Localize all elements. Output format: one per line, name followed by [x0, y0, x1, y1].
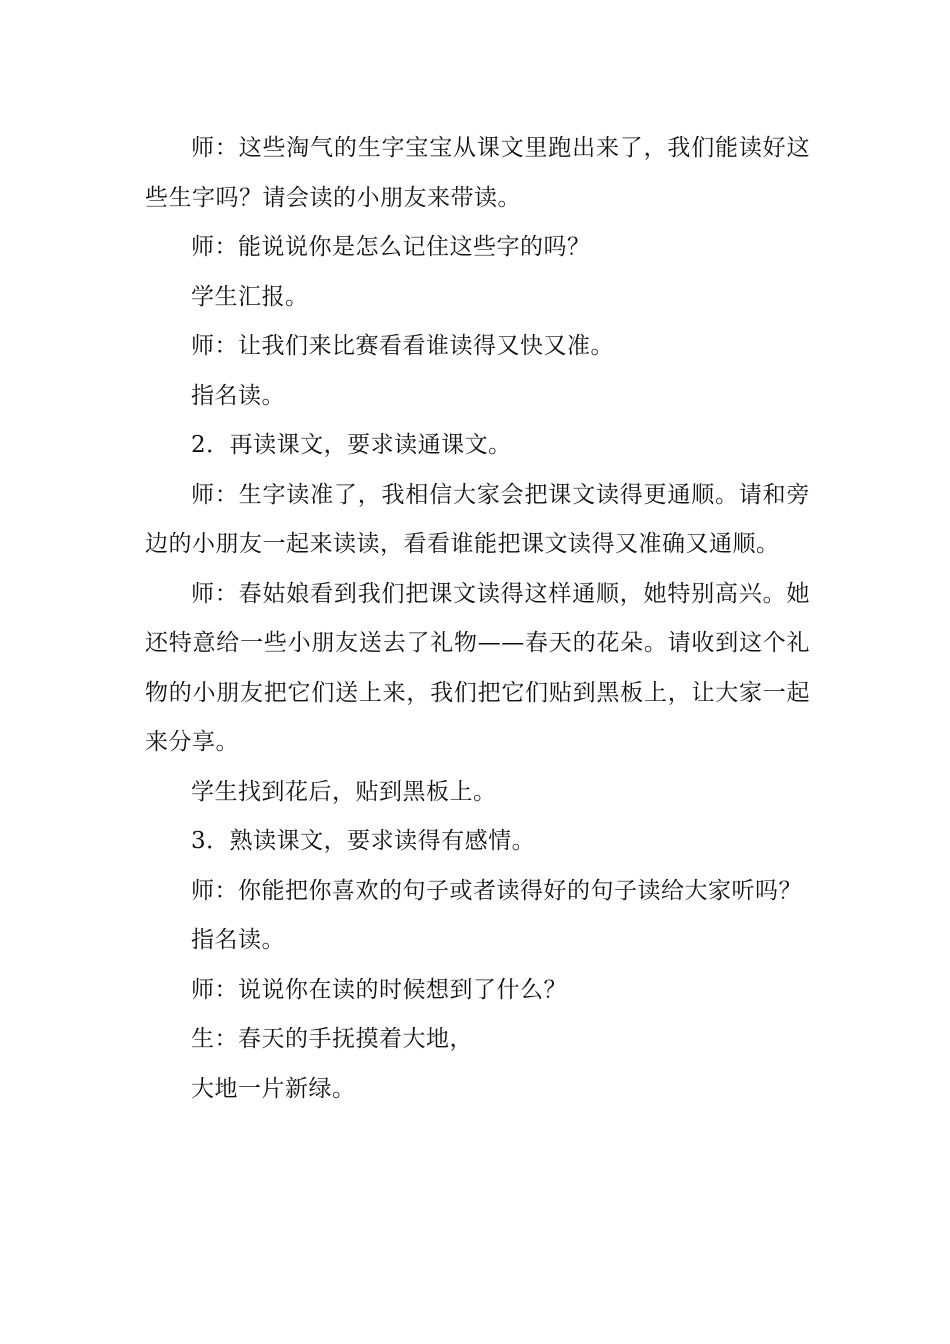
- paragraph: 大地一片新绿。: [191, 1075, 356, 1102]
- paragraph: 学生找到花后，贴到黑板上。: [191, 778, 497, 805]
- paragraph: 师：这些淘气的生字宝宝从课文里跑出来了，我们能读好这些生字吗？请会读的小朋友来带读。: [145, 135, 810, 211]
- paragraph: 师：说说你在读的时候想到了什么？: [191, 976, 567, 1003]
- paragraph: 3．熟读课文，要求读得有感情。: [191, 828, 536, 854]
- paragraph: 学生汇报。: [191, 283, 309, 310]
- paragraph: 师：你能把你喜欢的句子或者读得好的句子读给大家听吗？: [191, 877, 802, 904]
- paragraph: 师：春姑娘看到我们把课文读得这样通顺，她特别高兴。她还特意给一些小朋友送去了礼物——春天的花朵。请收到这个礼物的小朋友把它们送上来，我们把它们贴到黑板上，让大家一起来分享。: [145, 580, 810, 755]
- paragraph: 师：能说说你是怎么记住这些字的吗？: [191, 234, 591, 260]
- document-body: [145, 124, 810, 1114]
- paragraph: 指名读。: [191, 927, 285, 953]
- paragraph: 生：春天的手抚摸着大地，: [191, 1026, 473, 1052]
- paragraph: 师：让我们来比赛看看谁读得又快又准。: [191, 333, 614, 359]
- paragraph: 指名读。: [191, 382, 285, 409]
- paragraph: 师：生字读准了，我相信大家会把课文读得更通顺。请和旁边的小朋友一起来读读，看看谁能把课文读得又准确又通顺。: [145, 481, 810, 557]
- paragraph: 2．再读课文，要求读通课文。: [191, 432, 512, 458]
